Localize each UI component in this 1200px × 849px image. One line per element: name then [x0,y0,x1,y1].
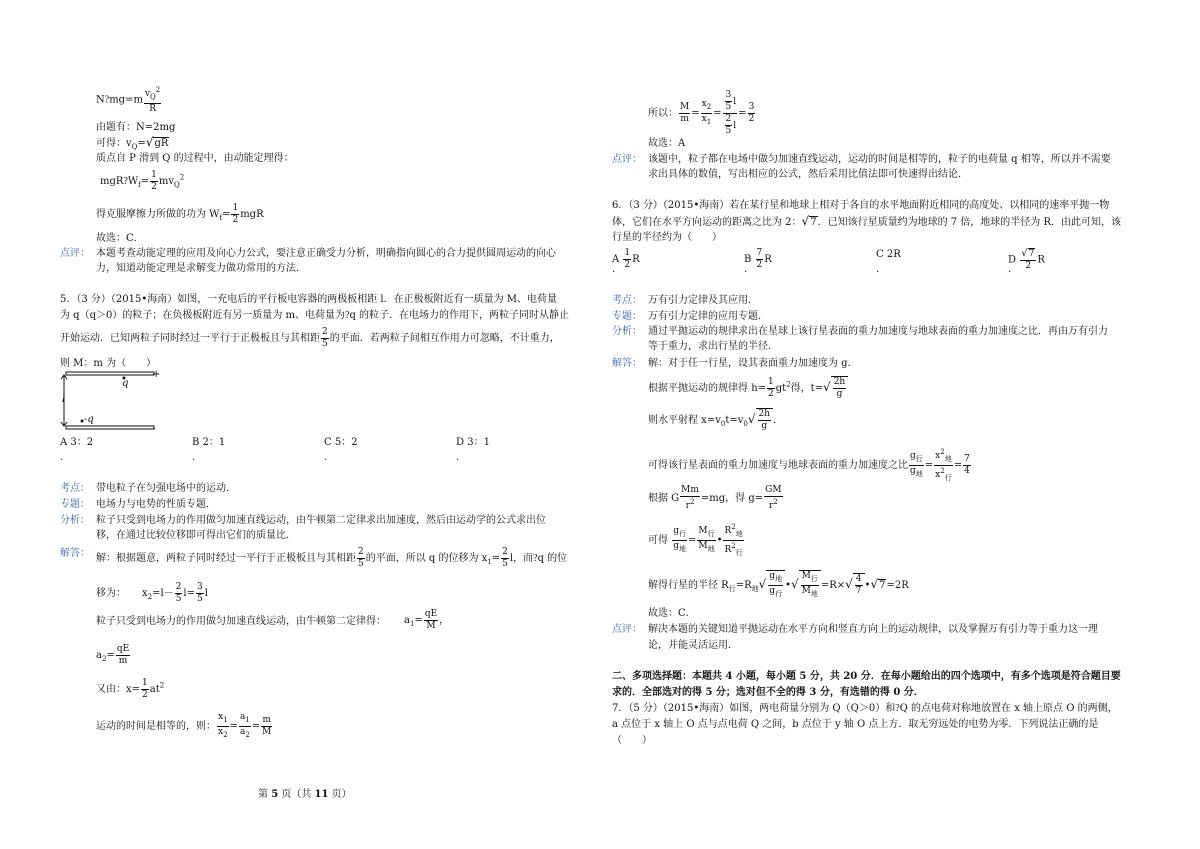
comment-text: 该题中，粒子都在电场中做匀加速直线运动，运动的时间是相等的，粒子的电荷量 q 相等，所以并不需要 [648,154,1111,165]
solution-formula: 可得 $\frac{g_行}{g_地}$ = $\frac{M_行}{M_地}$ • $\frac{R^2_地}{R^2_行}$ [648,523,743,557]
option-a[interactable]: A $\frac{1}{2}$ R [612,248,640,270]
eq-energy: $mgR?W_f=$ $\frac{1}{2}$ $mv_Q^2$ [100,170,185,192]
solution-line: 移为： $x_2=l-$ $\frac{2}{5}$ l= $\frac{3}{5}$ l [96,582,208,604]
analysis-text: 通过平抛运动的规律求出在星球上该行星表面的重力加速度与地球表面的重力加速度之比．再由万有引力 [648,326,1108,337]
solution-formula: 则水平射程 $x=v_0t=v_0√$ $\frac{2h}{g}$ ． [648,409,784,431]
fig-label-minus: − [148,424,157,435]
special-label: 专题： [612,311,642,322]
question-5-line: 则 M：m 为（ ） [60,358,157,369]
option-d[interactable]: D 3：1 [456,437,490,448]
comment-text: 解决本题的关键知道平抛运动在水平方向和竖直方向上的运动规律，以及掌握万有引力等于重力这一理 [648,624,1098,635]
answer-line: 故选：A [648,138,686,149]
fig-label-minus-q: -q [84,414,94,425]
option-dot: . [876,264,880,275]
solution-formula: $a_2=$ $\frac{qE}{m}$ [96,644,130,666]
special-label: 专题： [60,499,90,510]
fig-label-l: l [62,394,66,405]
option-c[interactable]: C 5：2 [324,437,358,448]
option-dot: . [192,452,196,463]
analysis-text: 移，在通过比较位移即可得出它们的质量比． [96,530,296,541]
solution-formula: 可得该行星表面的重力加速度与地球表面的重力加速度之比 $\frac{g_行}{g_地}$ = $\frac{x^2_地}{x^2_行}$ = $\frac{7}{4}$ [648,448,970,482]
option-dot: . [456,452,460,463]
solution-line: 解：根据题意，两粒子同时经过一平行于正极板且与其相距 $\frac{2}{5}$ 的平面，所以 q 的位移为 $x_1=$ $\frac{2}{5}$ l，而?q 的位 [96,547,568,569]
analysis-text: 等于重力，求出行星的半径． [648,341,778,352]
option-dot: . [612,264,616,275]
comment-text: 本题考查动能定理的应用及向心力公式，要注意正确受力分析，明确指向圆心的合力提供圆周运动的向心 [96,248,556,259]
analysis-label: 分析： [60,515,90,526]
question-5-line: 开始运动．已知两粒子同时经过一平行于正极板且与其相距 $\frac{2}{5}$ 的平面．若两粒子间相互作用力可忽略，不计重力， [60,327,560,349]
analysis-label: 分析： [612,326,642,337]
answer-line: 故选：C． [96,233,144,244]
special-text: 电场力与电势的性质专题． [96,499,216,510]
text-line: 由题有：N=2mg [96,122,176,133]
page-footer: 第 5 页（共 11 页） [258,789,352,800]
topic-label: 考点： [60,483,90,494]
question-6-line: 6．（3 分）（2015•海南）若在某行星和地球上相对于各自的水平地面附近相同的高度处、以相同的速率平抛一物 [612,200,1110,211]
comment-text: 求出具体的数值，写出相应的公式，然后采用比值法即可快速得出结论． [648,169,968,180]
eq-centripetal: N?mg=m $\frac{v_Q^2}{R}$ [96,86,161,114]
unknown-glyph: ? [104,94,110,106]
solution-formula: 根据 G $\frac{Mm}{r^2}$ =mg，得 g= $\frac{GM}{r^2}$ [648,485,782,511]
question-7-line: 7．（5 分）（2015•海南）如图，两电荷量分别为 Q（Q＞0）和?Q 的点电荷对称地放置在 x 轴上原点 O 的两侧， [612,703,1118,714]
solution-label: 解答： [60,548,90,559]
solution-formula: 又由：x= $\frac{1}{2}$ $at^2$ [96,678,165,700]
question-7-line: a 点位于 x 轴上 O 点与点电荷 Q 之间，b 点位于 y 轴 O 点上方．取无穷远处的电势为零．下列说法正确的是 [612,719,1099,730]
solution-formula: 所以： $\frac{M}{m}$ = $\frac{x_2}{x_1}$ = $\frac{3}{5}$ l $\frac{2}{5}$ l = $\frac{3}{2}$ [648,90,755,136]
solution-line: 解：对于任一行星，设其表面重力加速度为 g． [648,358,858,369]
question-6-line: 体，它们在水平方向运动的距离之比为 2：√7．已知该行星质量约为地球的 7 倍，地球的半径为 R．由此可知，该 [612,214,1122,228]
analysis-text: 粒子只受到电场力的作用做匀加速直线运动，由牛顿第二定律求出加速度，然后由运动学的公式求出位 [96,515,546,526]
solution-formula: 运动的时间是相等的，则： $\frac{x_1}{x_2}$ = $\frac{a_1}{a_2}$ = $\frac{m}{M}$ [96,712,272,739]
question-7-line: （ ） [612,735,652,746]
solution-line: 粒子只受到电场力的作用做匀加速直线运动，由牛顿第二定律得： [96,616,386,627]
solution-formula: $a_1=$ $\frac{qE}{M}$ ， [404,609,450,631]
comment-label: 点评： [60,248,90,259]
fraction: $\frac{v_Q^2}{R}$ [144,86,161,114]
page-total: 11 [314,789,329,800]
answer-line: 故选：C． [648,608,696,619]
solution-formula: 解得行星的半径 $R_行=R_地√$ $\frac{g_地}{g_行}$ •√ $\frac{M_行}{M_地}$ =R×√ $\frac{4}{7}$ •√7=2R [648,571,909,598]
fig-label-plus: + [152,369,161,380]
option-dot: . [324,452,328,463]
topic-label: 考点： [612,295,642,306]
option-a[interactable]: A 3：2 [60,437,94,448]
option-dot: . [744,264,748,275]
comment-label: 点评： [612,624,642,635]
topic-text: 万有引力定律及其应用． [648,295,758,306]
option-b[interactable]: B $\frac{7}{2}$ R [744,248,772,270]
option-dot: . [1008,264,1012,275]
fig-label-q: q [122,378,129,389]
section-heading: 求的．全部选对的得 5 分；选对但不全的得 3 分，有选错的得 0 分． [612,687,924,698]
option-b[interactable]: B 2：1 [192,437,226,448]
comment-label: 点评： [612,154,642,165]
solution-formula: 根据平抛运动的规律得 h= $\frac{1}{2}$ $gt^2$得，t=√ $\frac{2h}{g}$ [648,376,848,400]
eq-vq: 可得：$v_Q=√gR$ [96,135,169,151]
comment-text: 力，知道动能定理是求解变力做功常用的方法． [96,263,306,274]
topic-text: 带电粒子在匀强电场中的运动． [96,483,236,494]
option-d[interactable]: D $\frac{√7}{2}$ R [1008,248,1045,271]
question-5-line: 5．（3 分）（2015•海南）如图，一充电后的平行板电容器的两极板相距 l．在正极板附近有一质量为 M、电荷量 [60,294,558,305]
eq-work: 得克服摩擦力所做的功为 $W_f=$ $\frac{1}{2}$ mgR [96,203,264,225]
option-dot: . [60,452,64,463]
option-c[interactable]: C 2R [876,249,901,260]
question-5-line: 为 q（q＞0）的粒子；在负极板附近有另一质量为 m、电荷量为?q 的粒子．在电场力的作用下，两粒子同时从静止 [60,310,570,321]
solution-label: 解答： [612,358,642,369]
page-number: 5 [271,789,279,800]
question-6-line: 行星的半径约为（ ） [612,232,722,243]
text-line: 质点自 P 滑到 Q 的过程中，由动能定理得： [96,153,294,164]
special-text: 万有引力定律的应用专题． [648,311,768,322]
comment-text: 论，并能灵活运用． [648,640,738,651]
section-heading: 二、多项选择题：本题共 4 小题，每小题 5 分，共 20 分．在每小题给出的四个选项中，有多个选项是符合题目要 [612,671,1121,682]
